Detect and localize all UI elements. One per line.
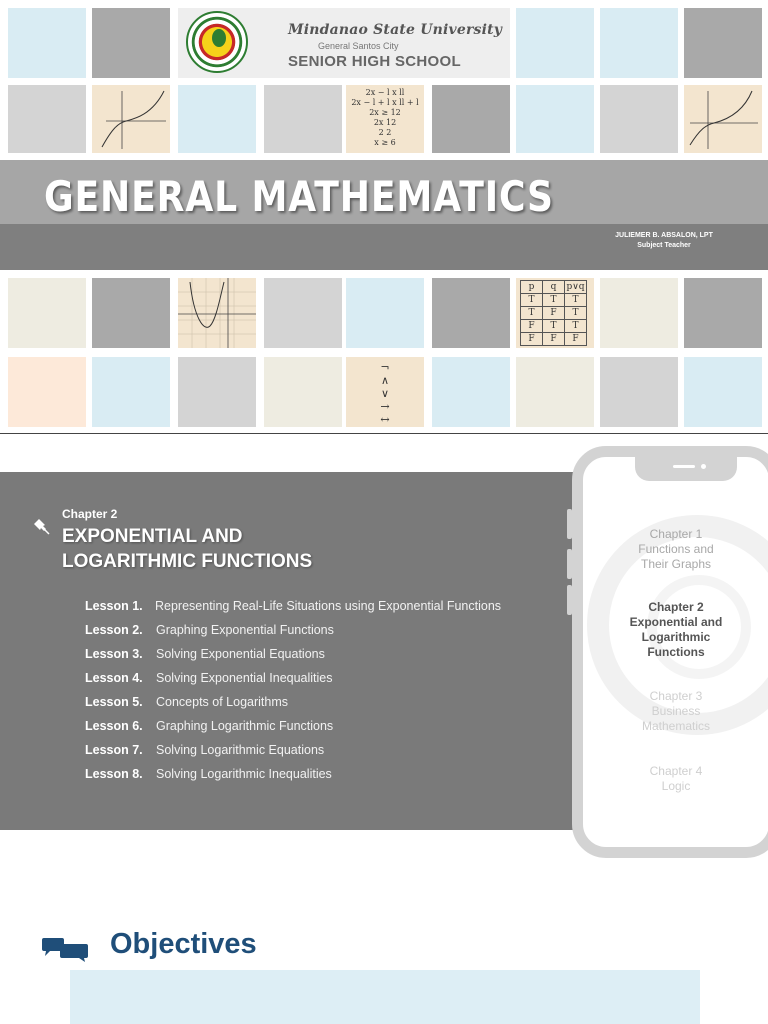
lesson-number: Lesson 6. — [85, 719, 143, 733]
chapter-label: Chapter 2 — [62, 507, 118, 521]
lesson-item — [85, 647, 501, 671]
lesson-item — [85, 599, 501, 623]
lesson-item — [85, 671, 501, 695]
equation-line: 2 2 — [378, 128, 392, 137]
title-slide — [0, 0, 768, 432]
chat-bubbles-icon — [42, 938, 88, 962]
truth-table — [520, 280, 587, 346]
truth-table-cell: F — [543, 307, 565, 320]
objectives-slide — [0, 866, 768, 1024]
deco-tile — [8, 278, 86, 348]
lesson-title: Graphing Logarithmic Functions — [156, 719, 334, 733]
phone-side-button — [567, 585, 572, 615]
logic-symbol: ↔ — [380, 413, 390, 426]
phone-chapter-line: Exponential and — [629, 615, 723, 629]
lesson-title: Solving Exponential Inequalities — [156, 671, 333, 685]
university-name: Mindanao State University — [288, 22, 503, 38]
course-title: GENERAL MATHEMATICS — [44, 172, 554, 221]
phone-chapter-line: Logarithmic — [641, 630, 711, 644]
university-city: General Santos City — [318, 41, 399, 51]
deco-tile — [600, 278, 678, 348]
phone-chapter-2[interactable] — [583, 600, 768, 660]
truth-table-cell: T — [565, 320, 587, 333]
deco-tile — [92, 278, 170, 348]
chapter-panel — [0, 472, 600, 830]
graph-tile — [92, 85, 170, 153]
phone-chapter-line: Logic — [661, 779, 691, 793]
deco-tile — [178, 357, 256, 427]
phone-chapter-label: Chapter 1 — [649, 527, 703, 541]
lesson-number: Lesson 1. — [85, 599, 143, 613]
lesson-item — [85, 719, 501, 743]
logic-symbol: → — [380, 400, 390, 413]
deco-tile — [684, 357, 762, 427]
lesson-item — [85, 623, 501, 647]
objectives-heading: Objectives — [110, 928, 257, 960]
deco-tile — [264, 278, 342, 348]
phone-chapter-line: Functions — [647, 645, 705, 659]
phone-chapter-3[interactable] — [583, 689, 768, 734]
speaker-icon — [673, 465, 695, 468]
logic-symbol: ¬ — [380, 361, 390, 374]
deco-tile — [92, 357, 170, 427]
lesson-item — [85, 767, 501, 791]
phone-chapter-1[interactable] — [583, 527, 768, 572]
truth-table-header: p — [521, 281, 543, 294]
truth-table-cell: F — [565, 333, 587, 346]
lesson-title: Solving Logarithmic Equations — [156, 743, 325, 757]
truth-table-cell: T — [521, 307, 543, 320]
equation-line: x ≥ 6 — [374, 138, 396, 147]
lesson-number: Lesson 4. — [85, 671, 143, 685]
equation-line: 2x − l x ll — [365, 88, 405, 97]
lesson-number: Lesson 8. — [85, 767, 143, 781]
phone-chapter-label: Chapter 4 — [649, 764, 703, 778]
phone-chapter-label: Chapter 3 — [649, 689, 703, 703]
school-name: SENIOR HIGH SCHOOL — [288, 53, 461, 70]
truth-table-header: q — [543, 281, 565, 294]
truth-table-cell: T — [543, 320, 565, 333]
deco-tile — [432, 278, 510, 348]
phone-side-button — [567, 549, 572, 579]
truth-table-cell: T — [543, 294, 565, 307]
deco-tile — [8, 357, 86, 427]
truth-table-cell: F — [521, 320, 543, 333]
deco-tile — [264, 85, 342, 153]
graph-tile — [178, 278, 256, 348]
equation-tile — [346, 85, 424, 153]
phone-notch — [635, 455, 737, 481]
graph-tile — [684, 85, 762, 153]
deco-tile — [178, 85, 256, 153]
phone-chapter-line: Mathematics — [641, 719, 711, 733]
deco-tile — [600, 8, 678, 78]
truth-table-header: p∨q — [566, 282, 585, 292]
truth-table-cell: F — [521, 333, 543, 346]
lesson-item — [85, 695, 501, 719]
truth-table-cell: T — [565, 307, 587, 320]
deco-tile — [600, 357, 678, 427]
logic-symbol: ∨ — [380, 387, 390, 400]
lesson-list — [85, 599, 501, 791]
deco-tile — [264, 357, 342, 427]
deco-tile — [516, 8, 594, 78]
university-header — [178, 8, 510, 78]
lesson-number: Lesson 7. — [85, 743, 143, 757]
teacher-credit — [594, 231, 734, 251]
equation-line: 2x ≥ 12 — [369, 108, 401, 117]
deco-tile — [600, 85, 678, 153]
equation-line: 2x − l + l x ll + l — [351, 98, 419, 107]
equation-line: 2x 12 — [373, 118, 397, 127]
deco-tile — [8, 85, 86, 153]
deco-tile — [346, 278, 424, 348]
phone-chapter-line: Their Graphs — [640, 557, 712, 571]
chapter-slide — [0, 433, 768, 865]
truth-table-cell: T — [565, 294, 587, 307]
lesson-title: Solving Logarithmic Inequalities — [156, 767, 332, 781]
chapter-title-line: EXPONENTIAL AND — [62, 526, 243, 547]
pushpin-icon — [33, 518, 51, 536]
truth-table-cell: F — [543, 333, 565, 346]
logic-symbols-tile — [346, 357, 424, 427]
lesson-number: Lesson 5. — [85, 695, 143, 709]
lesson-title: Representing Real-Life Situations using Exponential Functions — [155, 599, 502, 613]
phone-side-button — [567, 509, 572, 539]
lesson-number: Lesson 2. — [85, 623, 143, 637]
deco-tile — [432, 357, 510, 427]
deco-tile — [516, 357, 594, 427]
deco-tile — [684, 8, 762, 78]
truth-table-tile — [516, 278, 594, 348]
deco-tile — [432, 85, 510, 153]
chapter-title-line: LOGARITHMIC FUNCTIONS — [62, 551, 313, 572]
deco-tile — [92, 8, 170, 78]
university-seal-logo — [186, 11, 248, 73]
lesson-title: Graphing Exponential Functions — [156, 623, 334, 637]
phone-chapter-line: Functions and — [638, 542, 714, 556]
lesson-title: Solving Exponential Equations — [156, 647, 325, 661]
teacher-name: JULIEMER B. ABSALON, LPT — [615, 232, 713, 239]
logic-symbol: ∧ — [380, 374, 390, 387]
phone-chapter-line: Business — [651, 704, 701, 718]
deco-tile — [8, 8, 86, 78]
phone-chapter-4[interactable] — [583, 764, 768, 794]
phone-chapter-label: Chapter 2 — [648, 600, 704, 614]
deco-tile — [684, 278, 762, 348]
lesson-title: Concepts of Logarithms — [156, 695, 289, 709]
truth-table-cell: T — [521, 294, 543, 307]
camera-icon — [701, 464, 706, 469]
teacher-role: Subject Teacher — [637, 242, 691, 249]
deco-tile — [516, 85, 594, 153]
objectives-content-box — [70, 970, 700, 1024]
lesson-number: Lesson 3. — [85, 647, 143, 661]
lesson-item — [85, 743, 501, 767]
phone-mockup — [572, 446, 768, 858]
chapter-title — [62, 524, 382, 574]
